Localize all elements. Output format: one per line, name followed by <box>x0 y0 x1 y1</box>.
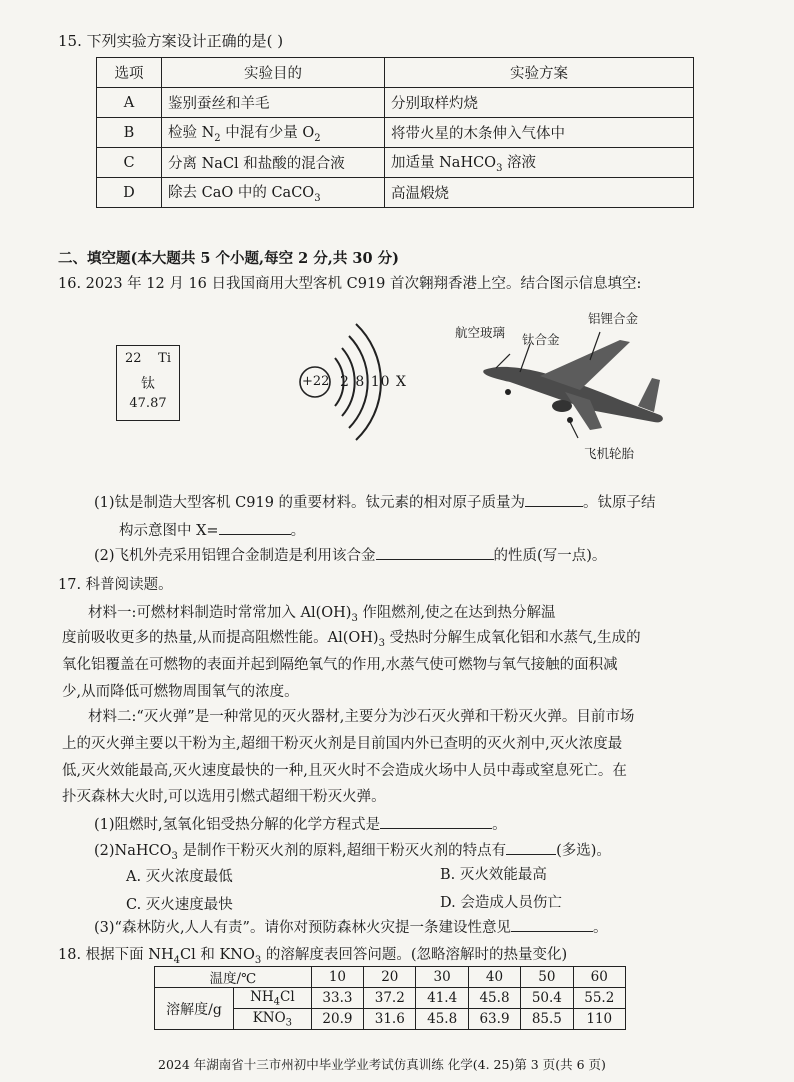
electron-shells: 2 8 10 X <box>340 374 407 390</box>
material2-line4: 扑灭森林大火时,可以选用引燃式超细干粉灭火弹。 <box>62 789 386 805</box>
q17-part3: (3)“森林防火,人人有责”。请你对预防森林火灾提一条建设性意见 。 <box>94 916 607 937</box>
q16-part2: (2)飞机外壳采用铝锂合金制造是利用该合金 的性质(写一点)。 <box>94 544 606 565</box>
answer-blank[interactable] <box>525 492 583 507</box>
table-row <box>97 178 694 208</box>
col-header-purpose: 实验目的 <box>162 58 385 88</box>
section-title: 二、填空题(本大题共 5 个小题,每空 2 分,共 30 分) <box>58 250 399 267</box>
value-cell: 31.6 <box>364 1009 416 1030</box>
q17-part2: (2)NaHCO$_3$ 是制作干粉灭火剂的原料,超细干粉灭火剂的特点有 (多选)。 <box>94 839 611 862</box>
material1-line4: 少,从而降低可燃物周围氧气的浓度。 <box>62 684 299 700</box>
value-cell: 50.4 <box>521 988 573 1009</box>
answer-blank[interactable] <box>511 917 593 932</box>
material1-line2: 度前吸收更多的热量,从而提高阻燃性能。$Al(OH)_3$ 受热时分解生成氧化铝和水蒸气,生成的 <box>62 630 641 649</box>
pointer-line-tire <box>570 422 578 438</box>
substance-nh4cl: $NH_4Cl$ <box>234 988 312 1009</box>
label-al-li-alloy: 铝锂合金 <box>588 311 639 326</box>
plane-wheel-front <box>505 389 511 395</box>
plan-cell: 将带火星的木条伸入气体中 <box>385 118 694 148</box>
value-cell: 20.9 <box>311 1009 363 1030</box>
table-row <box>97 88 694 118</box>
option-b[interactable]: B. 灭火效能最高 <box>440 867 547 883</box>
value-cell: 45.8 <box>468 988 520 1009</box>
purpose-cell: 鉴别蚕丝和羊毛 <box>162 88 385 118</box>
value-cell: 55.2 <box>573 988 625 1009</box>
table-row <box>155 967 626 988</box>
table-row <box>155 988 626 1009</box>
table-row <box>97 118 694 148</box>
answer-blank[interactable] <box>376 545 494 560</box>
pointer-line-ti <box>520 344 530 372</box>
q16-stem: 16. 2023 年 12 月 16 日我国商用大型客机 C919 首次翱翔香港上空。结合图示信息填空: <box>58 276 642 292</box>
substance-kno3: $KNO_3$ <box>234 1009 312 1030</box>
col-header-plan: 实验方案 <box>385 58 694 88</box>
option-cell: D <box>97 178 162 208</box>
option-a[interactable]: A. 灭火浓度最低 <box>126 869 233 885</box>
q15-stem: 15. 下列实验方案设计正确的是( ) <box>58 32 284 50</box>
purpose-cell: 除去 CaO 中的 CaCO$_3$ <box>162 178 385 208</box>
value-cell: 41.4 <box>416 988 468 1009</box>
page-footer: 2024 年湖南省十三市州初中毕业学业考试仿真训练 化学(4. 25)第 3 页(共 6 页) <box>158 1057 606 1072</box>
q16-part1-line2: 构示意图中 X= 。 <box>119 519 305 540</box>
temp-cell: 10 <box>311 967 363 988</box>
table-row <box>97 148 694 178</box>
purpose-cell: 检验 $N_2$ 中混有少量 $O_2$ <box>162 118 385 148</box>
value-cell: 110 <box>573 1009 625 1030</box>
material2-line2: 上的灭火弹主要以干粉为主,超细干粉灭火剂是目前国内外已查明的灭火剂中,灭火浓度最 <box>62 736 623 752</box>
col-header-option: 选项 <box>97 58 162 88</box>
label-aviation-glass: 航空玻璃 <box>455 325 506 340</box>
purpose-cell: 分离 NaCl 和盐酸的混合液 <box>162 148 385 178</box>
temp-cell: 30 <box>416 967 468 988</box>
temp-cell: 40 <box>468 967 520 988</box>
q17-stem: 17. 科普阅读题。 <box>58 577 173 593</box>
label-aircraft-tire: 飞机轮胎 <box>584 446 635 461</box>
option-cell: C <box>97 148 162 178</box>
value-cell: 63.9 <box>468 1009 520 1030</box>
temp-cell: 60 <box>573 967 625 988</box>
atomic-number: 22 <box>125 351 142 366</box>
pointer-line-glass <box>496 354 510 368</box>
q18-stem: 18. 根据下面 $NH_4Cl$ 和 $KNO_3$ 的溶解度表回答问题。(忽略溶解时的热量变化) <box>58 947 568 966</box>
element-name: 钛 <box>141 376 155 392</box>
nucleus-charge: +22 <box>302 374 330 389</box>
plane-engine <box>552 400 572 412</box>
option-c[interactable]: C. 灭火速度最快 <box>126 897 233 913</box>
option-cell: A <box>97 88 162 118</box>
material1-line3: 氧化铝覆盖在可燃物的表面并起到隔绝氧气的作用,水蒸气使可燃物与氧气接触的面积减 <box>62 657 618 673</box>
material2-line3: 低,灭火效能最高,灭火速度最快的一种,且灭火时不会造成火场中人员中毒或窒息死亡。在 <box>62 763 627 779</box>
atomic-mass: 47.87 <box>129 396 167 411</box>
plan-cell: 高温煅烧 <box>385 178 694 208</box>
temperature-header: 温度/℃ <box>155 967 312 988</box>
answer-blank[interactable] <box>380 814 492 829</box>
element-symbol: Ti <box>158 351 171 366</box>
value-cell: 37.2 <box>364 988 416 1009</box>
option-cell: B <box>97 118 162 148</box>
q16-part1-line1: (1)钛是制造大型客机 C919 的重要材料。钛元素的相对原子质量为 。钛原子结 <box>94 491 656 512</box>
plane-tail <box>638 378 660 412</box>
plan-cell: 加适量 NaHCO$_3$ 溶液 <box>385 148 694 178</box>
value-cell: 85.5 <box>521 1009 573 1030</box>
q17-part1: (1)阻燃时,氢氧化铝受热分解的化学方程式是 。 <box>94 813 507 834</box>
plan-cell: 分别取样灼烧 <box>385 88 694 118</box>
value-cell: 45.8 <box>416 1009 468 1030</box>
solubility-header: 溶解度/g <box>155 988 234 1030</box>
answer-blank[interactable] <box>506 840 556 855</box>
element-card-titanium <box>116 345 180 421</box>
value-cell: 33.3 <box>311 988 363 1009</box>
temp-cell: 50 <box>521 967 573 988</box>
temp-cell: 20 <box>364 967 416 988</box>
solubility-table <box>154 966 626 1030</box>
material1-line1: 材料一:可燃材料制造时常常加入 $Al(OH)_3$ 作阻燃剂,使之在达到热分解温 <box>88 605 556 624</box>
label-titanium-alloy: 钛合金 <box>522 332 560 347</box>
answer-blank[interactable] <box>219 520 291 535</box>
material2-line1: 材料二:“灭火弹”是一种常见的灭火器材,主要分为沙石灭火弹和干粉灭火弹。目前市场 <box>88 709 635 725</box>
q15-table <box>96 57 694 208</box>
option-d[interactable]: D. 会造成人员伤亡 <box>440 895 562 911</box>
